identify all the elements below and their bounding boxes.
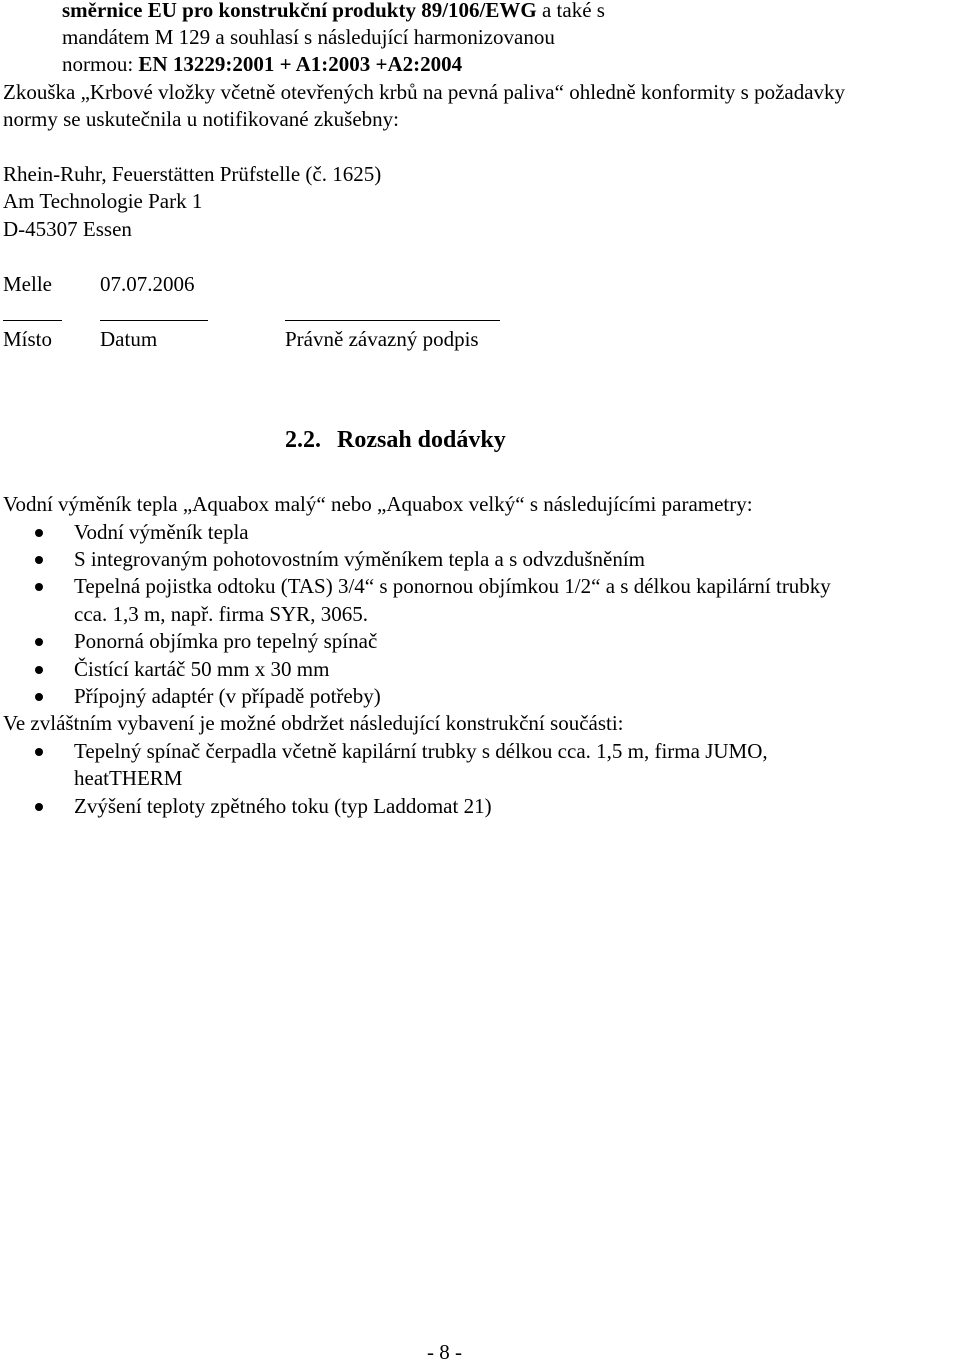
bullet-icon bbox=[35, 556, 43, 564]
bullet-icon bbox=[35, 638, 43, 646]
signature-label: Právně závazný podpis bbox=[285, 327, 479, 351]
place-underline bbox=[3, 320, 62, 321]
lab-street: Am Technologie Park 1 bbox=[3, 189, 203, 213]
bullet-icon bbox=[35, 529, 43, 537]
cert-line-2: mandátem M 129 a souhlasí s následující harmonizovanou bbox=[62, 25, 555, 49]
bullet-icon bbox=[35, 803, 43, 811]
bullet-icon bbox=[35, 583, 43, 591]
special-intro: Ve zvláštním vybavení je možné obdržet následující konstrukční součásti: bbox=[3, 711, 624, 735]
lab-name: Rhein-Ruhr, Feuerstätten Prüfstelle (č. 1625) bbox=[3, 162, 382, 186]
lab-city: D-45307 Essen bbox=[3, 217, 132, 241]
cert-line-3: normou: EN 13229:2001 + A1:2003 +A2:2004 bbox=[62, 52, 463, 76]
signature-underline bbox=[285, 320, 500, 321]
section-title: Rozsah dodávky bbox=[337, 427, 506, 453]
signature-place: Melle bbox=[3, 272, 52, 296]
place-label: Místo bbox=[3, 327, 53, 351]
section-heading bbox=[285, 427, 506, 455]
bullet-icon bbox=[35, 748, 43, 756]
section-number: 2.2. bbox=[285, 427, 321, 453]
bullet-icon bbox=[35, 693, 43, 701]
cert-line-5: normy se uskutečnila u notifikované zkušebny: bbox=[3, 107, 399, 131]
cert-line-1: směrnice EU pro konstrukční produkty 89/106/EWG a také s bbox=[62, 0, 605, 22]
document-page: směrnice EU pro konstrukční produkty 89/106/EWG a také s mandátem M 129 a souhlasí s následující harmonizovanou normou: EN 13229:2001 + A1:2003 +A2:2004 Zkouška „Krbové vložky včetně otevřených krbů na pevná paliva“ ohledně konformity s požadavky normy se uskutečnila u notifikované zkušebny: Rhein-Ruhr, Feuerstätten Prüfstelle (č. 1625) Am Technologie Park 1 D-45307 Essen Melle 07.07.2006 Místo Datum Právně závazný podpis 2.2. Rozsah dodávky Vodní výměník tepla „Aquabox malý“ nebo „Aquabox velký“ s následujícími parametry: Vodní výměník tepla S integrovaným pohotovostním výměníkem tepla a s odvzdušněním Tepelná pojistka odtoku (TAS) 3/4“ s ponornou objímkou 1/2“ a s délkou kapilární trubky cca. 1,3 m, např. firma SYR, 3065. Ponorná objímka pro tepelný spínač Čistící kartáč 50 mm x 30 mm Přípojný adaptér (v případě potřeby) Ve zvláštním vybavení je možné obdržet následující konstrukční součásti: Tepelný spínač čerpadla včetně kapilární trubky s délkou cca. 1,5 m, firma JUMO, heatTHERM Zvýšení teploty zpětného toku (typ Laddomat 21) - 8 - bbox=[0, 0, 960, 1362]
date-label: Datum bbox=[100, 327, 158, 351]
section-intro: Vodní výměník tepla „Aquabox malý“ nebo „Aquabox velký“ s následujícími parametry: bbox=[3, 492, 753, 516]
standard-reference: EN 13229:2001 + A1:2003 +A2:2004 bbox=[138, 52, 463, 76]
directive-reference: směrnice EU pro konstrukční produkty 89/106/EWG bbox=[62, 0, 537, 22]
date-underline bbox=[100, 320, 208, 321]
page-number: - 8 - bbox=[427, 1340, 462, 1364]
signature-date: 07.07.2006 bbox=[100, 272, 195, 296]
bullet-icon bbox=[35, 666, 43, 674]
cert-line-4: Zkouška „Krbové vložky včetně otevřených krbů na pevná paliva“ ohledně konformity s požadavky bbox=[3, 80, 846, 104]
